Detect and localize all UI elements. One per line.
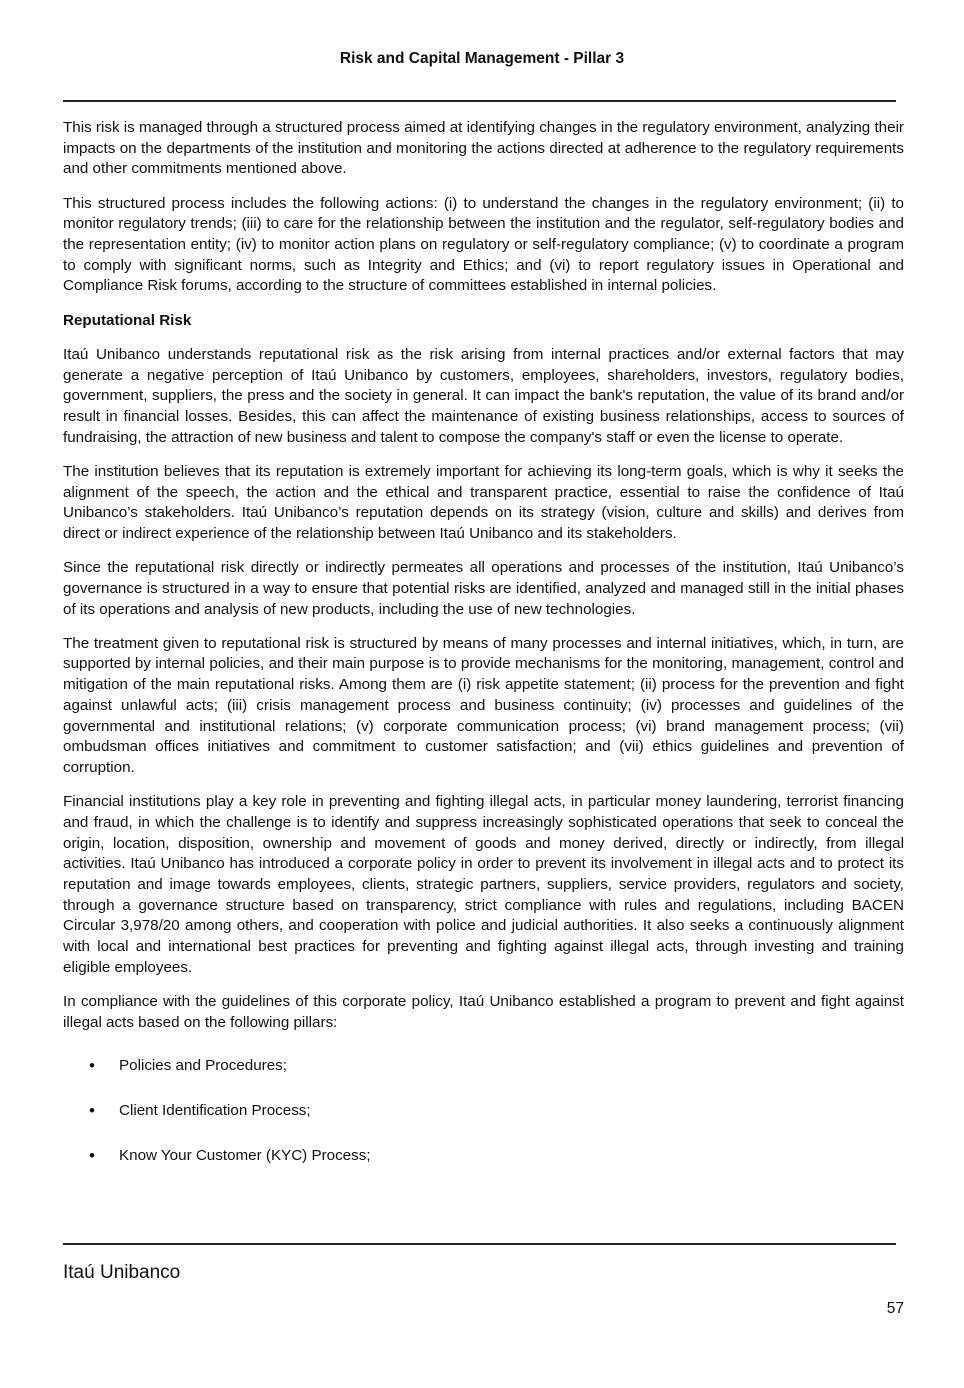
list-item-text: Know Your Customer (KYC) Process;	[119, 1146, 371, 1164]
bullet-icon: •	[89, 1145, 95, 1165]
paragraph: The institution believes that its reputation is extremely important for achieving its long-term goals, which is why it seeks the alignment of the speech, the action and the ethical and transparent practice, essential to raise the confidence of Itaú Unibanco’s stakeholders. Itaú Unibanco’s reputation depends on its strategy (vision, culture and skills) and derives from direct or indirect experience of the relationship between Itaú Unibanco and its stakeholders.	[63, 462, 904, 542]
bullet-icon: •	[89, 1101, 95, 1121]
section-heading: Reputational Risk	[63, 311, 192, 329]
paragraph: The treatment given to reputational risk is structured by means of many processes and internal initiatives, which, in turn, are supported by internal policies, and their main purpose is to provide mechanisms for the monitoring, management, control and mitigation of the main reputational risks. Among them are (i) risk appetite statement; (ii) process for the prevention and fight against unlawful acts; (iii) crisis management process and business continuity; (iv) processes and guidelines of the governmental and institutional relations; (v) corporate communication process; (vi) brand management process; (vii) ombudsman offices initiatives and commitment to customer satisfaction; and (vii) ethics guidelines and prevention of corruption.	[63, 634, 904, 776]
paragraph: Itaú Unibanco understands reputational risk as the risk arising from internal practices and/or external factors that may generate a negative perception of Itaú Unibanco by customers, employees, shareholders, investors, regulatory bodies, government, suppliers, the press and the society in general. It can impact the bank's reputation, the value of its brand and/or result in financial losses. Besides, this can affect the maintenance of existing business relationships, access to sources of fundraising, the attraction of new business and talent to compose the company's staff or even the license to operate.	[63, 345, 904, 446]
list-item	[63, 1146, 904, 1167]
paragraph: In compliance with the guidelines of this corporate policy, Itaú Unibanco established a program to prevent and fight against illegal acts based on the following pillars:	[63, 993, 904, 1031]
list-item	[63, 1101, 904, 1122]
list-item	[63, 1056, 904, 1077]
bullet-icon: •	[89, 1056, 95, 1076]
list-item-text: Policies and Procedures;	[119, 1057, 287, 1075]
paragraph: This risk is managed through a structured process aimed at identifying changes in the regulatory environment, analyzing their impacts on the departments of the institution and monitoring the actions directed at adherence to the regulatory requirements and other commitments mentioned above.	[63, 119, 904, 178]
page-number: 57	[886, 1300, 904, 1317]
pillars-list	[63, 1056, 904, 1166]
footer-brand: Itaú Unibanco	[63, 1262, 181, 1283]
footer-divider	[63, 1243, 896, 1245]
document-body	[63, 118, 904, 1191]
paragraph: This structured process includes the following actions: (i) to understand the changes in the regulatory environment; (ii) to monitor regulatory trends; (iii) to care for the relationship between the institution and the regulator, self-regulatory bodies and the representation entity; (iv) to monitor action plans on regulatory or self-regulatory compliance; (v) to coordinate a program to comply with significant norms, such as Integrity and Ethics; and (vi) to report regulatory issues in Operational and Compliance Risk forums, according to the structure of committees established in internal policies.	[63, 194, 904, 295]
list-item-text: Client Identification Process;	[119, 1102, 311, 1120]
paragraph: Financial institutions play a key role in preventing and fighting illegal acts, in particular money laundering, terrorist financing and fraud, in which the challenge is to identify and suppress increasingly sophisticated operations that seek to conceal the origin, location, disposition, ownership and movement of goods and money derived, directly or indirectly, from illegal activities. Itaú Unibanco has introduced a corporate policy in order to prevent its involvement in illegal acts and to protect its reputation and image towards employees, clients, strategic partners, suppliers, service providers, regulators and society, through a governance structure based on transparency, strict compliance with rules and regulations, including BACEN Circular 3,978/20 among others, and cooperation with police and judicial authorities. It also seeks a continuously alignment with local and international best practices for preventing and fighting against illegal acts, through investing and training eligible employees.	[63, 793, 904, 976]
paragraph: Since the reputational risk directly or indirectly permeates all operations and processes of the institution, Itaú Unibanco’s governance is structured in a way to ensure that potential risks are identified, analyzed and managed still in the initial phases of its operations and analysis of new products, including the use of new technologies.	[63, 559, 904, 618]
header-divider	[63, 100, 896, 102]
page-header-title: Risk and Capital Management - Pillar 3	[339, 50, 625, 67]
